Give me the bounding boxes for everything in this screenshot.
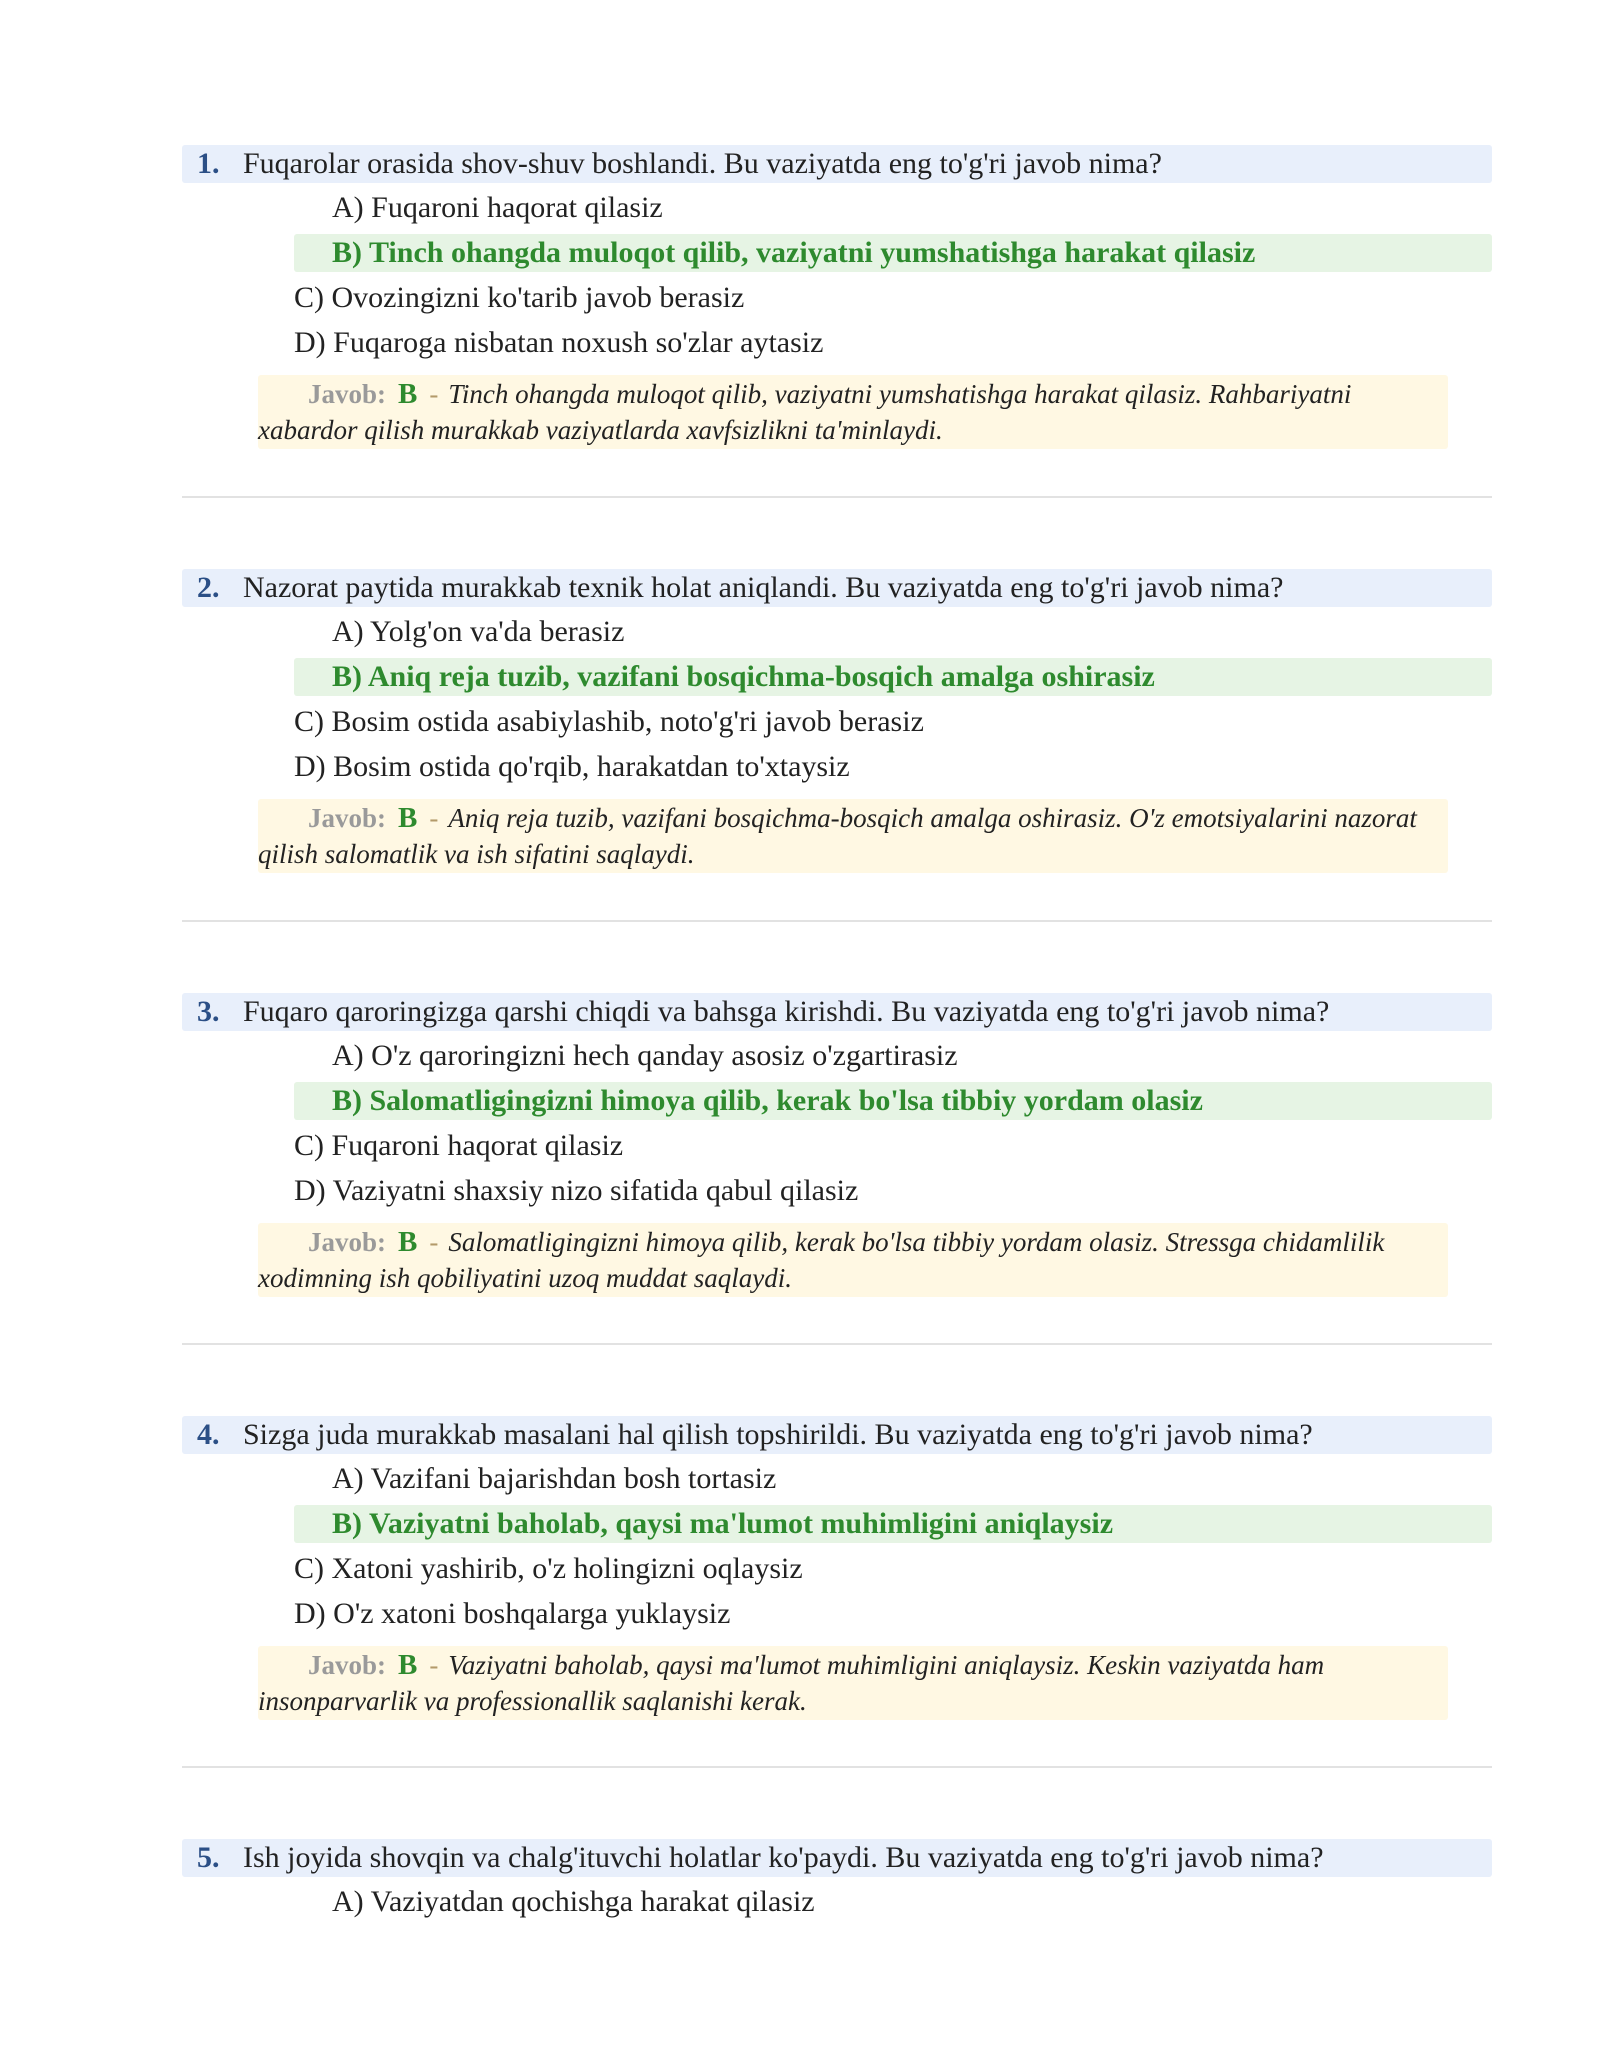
question-divider: [182, 496, 1492, 498]
option-b-label: B) Aniq reja tuzib, vazifani bosqichma-bosqich amalga oshirasiz: [332, 660, 1155, 693]
question-number: 2.: [197, 571, 220, 604]
option-d: D) Fuqaroga nisbatan noxush so'zlar aytasiz: [294, 326, 824, 359]
answer-explanation: Salomatligingizni himoya qilib, kerak bo'lsa tibbiy yordam olasiz. Stressga chidamlilik xodimning ish qobiliyatini uzoq muddat saqlaydi.: [258, 1227, 1385, 1293]
answer-letter: B: [398, 802, 418, 834]
question-text: Fuqaro qaroringizga qarshi chiqdi va bahsga kirishdi. Bu vaziyatda eng to'g'ri javob nima?: [243, 995, 1330, 1028]
question-text: Fuqarolar orasida shov-shuv boshlandi. Bu vaziyatda eng to'g'ri javob nima?: [243, 147, 1162, 180]
answer-letter: B: [398, 1226, 418, 1258]
question-number: 3.: [197, 995, 220, 1028]
question-text: Sizga juda murakkab masalani hal qilish topshirildi. Bu vaziyatda eng to'g'ri javob nima?: [243, 1418, 1313, 1451]
option-c: C) Fuqaroni haqorat qilasiz: [294, 1129, 624, 1162]
question-header: [182, 145, 1492, 183]
option-b-correct: [294, 1082, 1492, 1120]
question-3: [182, 993, 1492, 1293]
option-b-label: B) Vaziyatni baholab, qaysi ma'lumot muhimligini aniqlaysiz: [332, 1507, 1114, 1540]
question-number: 4.: [197, 1418, 220, 1451]
answer-letter: B: [398, 378, 418, 410]
question-divider: [182, 1343, 1492, 1345]
answer-dash: -: [429, 379, 439, 409]
question-number: 5.: [197, 1841, 220, 1874]
answer-box: [258, 375, 1448, 449]
question-2: [182, 569, 1492, 869]
option-c: C) Bosim ostida asabiylashib, noto'g'ri javob berasiz: [294, 705, 924, 738]
option-b-correct: [294, 1505, 1492, 1543]
answer-explanation: Aniq reja tuzib, vazifani bosqichma-bosqich amalga oshirasiz. O'z emotsiyalarini nazorat qilish salomatlik va ish sifatini saqlaydi.: [258, 803, 1417, 869]
question-text: Ish joyida shovqin va chalg'ituvchi holatlar ko'paydi. Bu vaziyatda eng to'g'ri javob nima?: [243, 1841, 1324, 1874]
option-b-correct: [294, 234, 1492, 272]
question-1: [182, 145, 1492, 445]
answer-label: Javob:: [308, 1227, 387, 1257]
answer-dash: -: [429, 1227, 439, 1257]
question-header: [182, 993, 1492, 1031]
answer-box: [258, 1646, 1448, 1720]
option-c: C) Xatoni yashirib, o'z holingizni oqlaysiz: [294, 1552, 803, 1585]
question-5: [182, 1839, 1492, 1918]
question-divider: [182, 1766, 1492, 1768]
option-a: A) Vaziyatdan qochishga harakat qilasiz: [332, 1885, 815, 1918]
question-4: [182, 1416, 1492, 1716]
option-a: A) O'z qaroringizni hech qanday asosiz o'zgartirasiz: [332, 1039, 958, 1072]
question-header: [182, 569, 1492, 607]
option-a: A) Vazifani bajarishdan bosh tortasiz: [332, 1462, 777, 1495]
option-c: C) Ovozingizni ko'tarib javob berasiz: [294, 281, 745, 314]
question-header: [182, 1839, 1492, 1877]
question-header: [182, 1416, 1492, 1454]
option-b-label: B) Salomatligingizni himoya qilib, kerak bo'lsa tibbiy yordam olasiz: [332, 1084, 1203, 1117]
answer-dash: -: [429, 803, 439, 833]
answer-label: Javob:: [308, 803, 387, 833]
answer-label: Javob:: [308, 1650, 387, 1680]
question-divider: [182, 920, 1492, 922]
answer-label: Javob:: [308, 379, 387, 409]
answer-box: [258, 1223, 1448, 1297]
option-a: A) Yolg'on va'da berasiz: [332, 615, 625, 648]
option-b-correct: [294, 658, 1492, 696]
answer-explanation: Tinch ohangda muloqot qilib, vaziyatni yumshatishga harakat qilasiz. Rahbariyatni xabardor qilish murakkab vaziyatlarda xavfsizlikni ta'minlaydi.: [258, 379, 1352, 445]
question-text: Nazorat paytida murakkab texnik holat aniqlandi. Bu vaziyatda eng to'g'ri javob nima?: [243, 571, 1284, 604]
option-d: D) O'z xatoni boshqalarga yuklaysiz: [294, 1597, 731, 1630]
answer-explanation: Vaziyatni baholab, qaysi ma'lumot muhimligini aniqlaysiz. Keskin vaziyatda ham insonparvarlik va professionallik saqlanishi kerak.: [258, 1650, 1325, 1716]
option-d: D) Vaziyatni shaxsiy nizo sifatida qabul qilasiz: [294, 1174, 859, 1207]
answer-letter: B: [398, 1649, 418, 1681]
answer-box: [258, 799, 1448, 873]
option-a: A) Fuqaroni haqorat qilasiz: [332, 191, 663, 224]
answer-dash: -: [429, 1650, 439, 1680]
option-b-label: B) Tinch ohangda muloqot qilib, vaziyatni yumshatishga harakat qilasiz: [332, 236, 1256, 269]
question-number: 1.: [197, 147, 220, 180]
option-d: D) Bosim ostida qo'rqib, harakatdan to'xtaysiz: [294, 750, 850, 783]
